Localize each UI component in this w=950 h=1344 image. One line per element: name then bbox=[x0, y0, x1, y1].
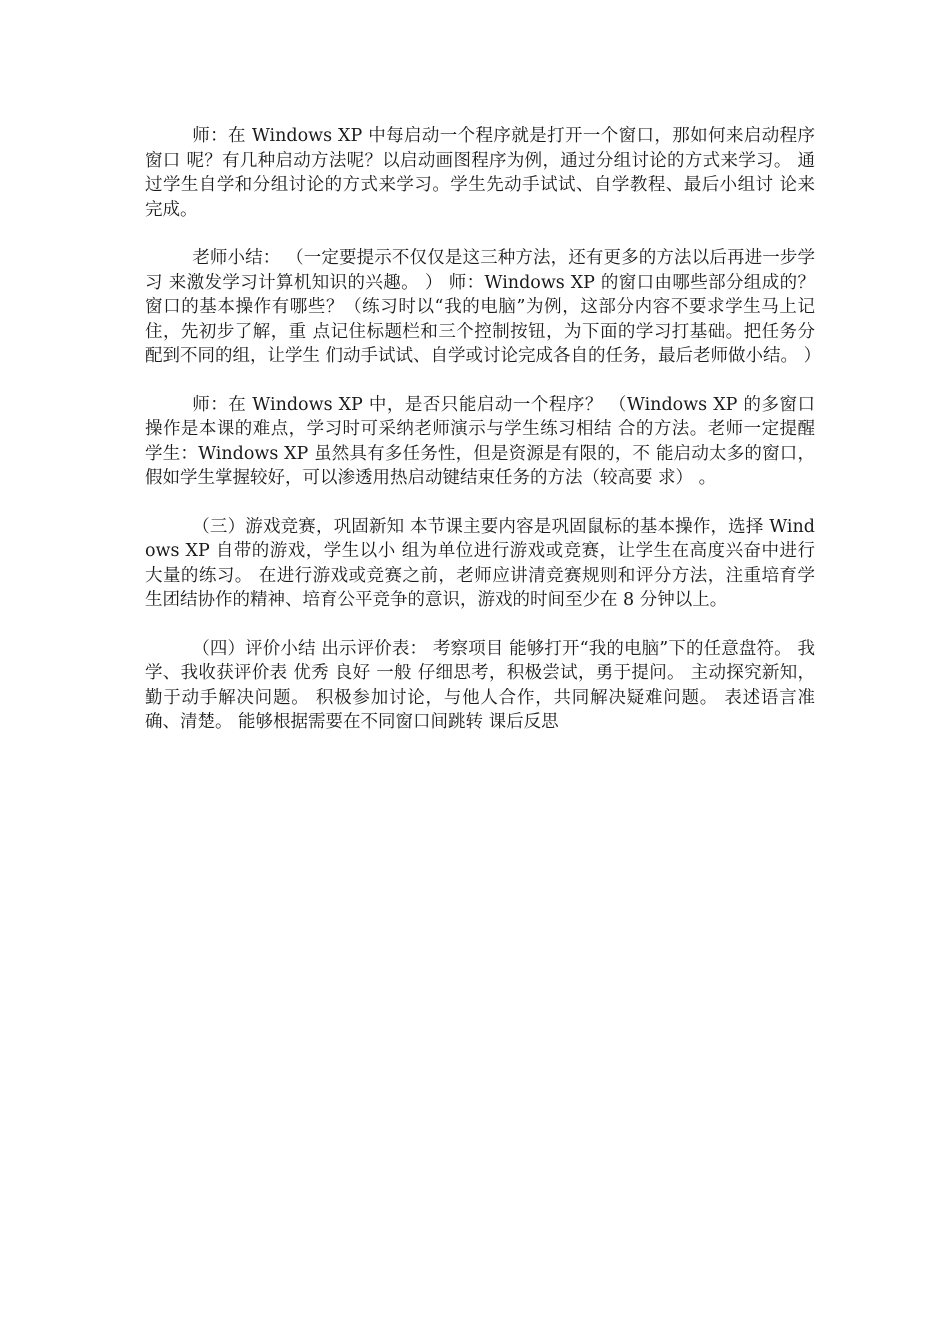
paragraph-multi-window: 师：在 Windows XP 中，是否只能启动一个程序？ （Windows XP 的多窗口操作是本课的难点，学习时可采纳老师演示与学生练习相结 合的方法。老师一定提醒学生：Windows XP 虽然具有多任务性，但是资源是有限的，不 能启动太多的窗口，假如学生掌握较好，可以渗透用热启动键结束任务的方法（较高要 求） 。 bbox=[145, 394, 815, 488]
paragraph-launch-program: 师：在 Windows XP 中每启动一个程序就是打开一个窗口，那如何来启动程序窗口 呢？有几种启动方法呢？以启动画图程序为例，通过分组讨论的方式来学习。 通过学生自学和分组讨论的方式来学习。学生先动手试试、自学教程、最后小组讨 论来完成。 bbox=[145, 126, 815, 220]
paragraph-evaluation-summary: （四）评价小结 出示评价表： 考察项目 能够打开“我的电脑”下的任意盘符。 我学、我收获评价表 优秀 良好 一般 仔细思考，积极尝试，勇于提问。 主动探究新知，勤于动手解决问题。 积极参加讨论，与他人合作，共同解决疑难问题。 表述语言准确、清楚。 能够根据需要在不同窗口间跳转 课后反思 bbox=[145, 638, 815, 732]
document-body bbox=[145, 124, 822, 759]
paragraph-game-competition: （三）游戏竞赛，巩固新知 本节课主要内容是巩固鼠标的基本操作，选择 Windows XP 自带的游戏，学生以小 组为单位进行游戏或竞赛，让学生在高度兴奋中进行大量的练习。 在进行游戏或竞赛之前，老师应讲清竞赛规则和评分方法，注重培育学生团结协作的精神、培育公平竞争的意识，游戏的时间至少在 8 分钟以上。 bbox=[145, 516, 815, 610]
paragraph-teacher-summary: 老师小结： （一定要提示不仅仅是这三种方法，还有更多的方法以后再进一步学习 来激发学习计算机知识的兴趣。 ） 师：Windows XP 的窗口由哪些部分组成的？窗口的基本操作有哪些？（练习时以“我的电脑”为例，这部分内容不要求学生马上记住，先初步了解，重 点记住标题栏和三个控制按钮，为下面的学习打基础。把任务分配到不同的组，让学生 们动手试试、自学或讨论完成各自的任务，最后老师做小结。 ） bbox=[145, 248, 822, 366]
